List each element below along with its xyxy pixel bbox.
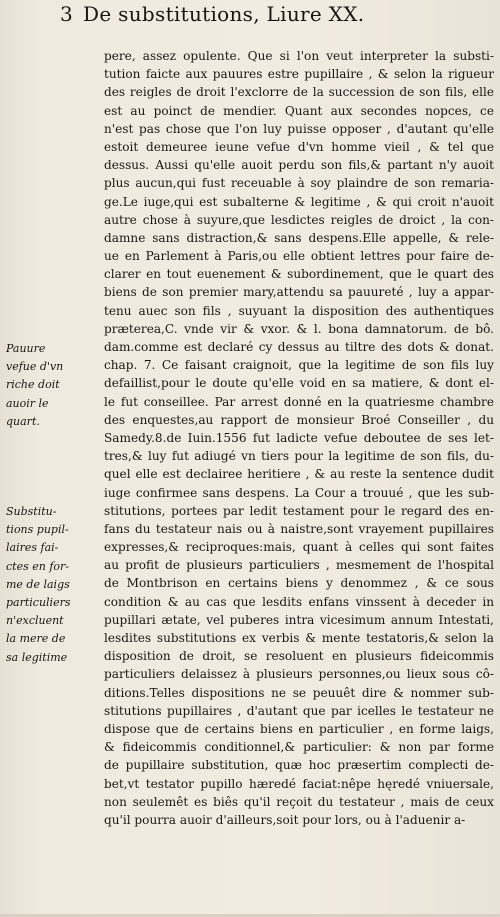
margin-note-line: la mere de — [6, 632, 66, 646]
text-line: bet,vt testator pupillo hæredé faciat:nêpe hęredé vniuersale, — [104, 776, 494, 791]
text-line: chap. 7. Ce faisant craignoit, que la legitime de son fils luy — [104, 358, 494, 373]
margin-note-line: tions pupil- — [6, 523, 69, 537]
text-line: est au poinct de mendier. Quant aux secondes nopces, ce — [104, 103, 494, 118]
text-line: & fideicommis conditionnel,& particulier: & non par forme — [104, 740, 494, 755]
page-number: 3 — [60, 2, 74, 26]
text-line: qu'il pourra auoir d'ailleurs,soit pour lors, ou à l'aduenir a- — [104, 812, 466, 827]
text-line: dessus. Aussi qu'elle auoit perdu son fils,& partant n'y auoit — [104, 158, 494, 173]
text-line: dispose que de certains biens en particulier , en forme laigs, — [104, 721, 494, 736]
text-line: tution faicte aux pauures estre pupillaire , & selon la rigueur — [104, 67, 494, 82]
text-line: præterea,C. vnde vir & vxor. & l. bona damnatorum. de bô. — [104, 321, 494, 336]
text-line: pere, assez opulente. Que si l'on veut interpreter la substi- — [104, 49, 494, 63]
margin-note-line: Pauure — [6, 342, 46, 355]
text-line: clarer en tout euenement & subordinement, que le quart des — [104, 267, 494, 282]
text-line: Samedy.8.de Iuin.1556 fut ladicte vefue deboutee de ses let- — [104, 430, 494, 445]
margin-note-line: Substitu- — [6, 505, 57, 518]
text-line: stitutions, portees par ledit testament pour le regard des en- — [104, 503, 494, 518]
text-line: ditions.Telles dispositions ne se peuuêt dire & nommer sub- — [104, 685, 494, 700]
margin-note-line: riche doit — [6, 378, 60, 392]
text-line: disposition de droit, se resoluent en plusieurs fideicommis — [104, 649, 494, 664]
text-line: des reigles de droit l'exclorre de la succession de son fils, elle — [104, 85, 494, 100]
margin-note-pupillary-substitutions — [6, 503, 98, 667]
text-line: lesdites substitutions ex verbis & mente testatoris,& selon la — [104, 631, 494, 645]
text-line: expresses,& reciproques:mais, quant à celles qui sont faites — [104, 540, 494, 555]
margin-note-line: laires fai- — [6, 541, 59, 555]
text-line: autre chose à suyure,que lesdictes reigles de droict , la con- — [104, 212, 494, 227]
text-line: quel elle est declairee heritiere , & au reste la sentence dudit — [104, 467, 494, 482]
text-line: tenu auec son fils , suyuant la disposition des authentiques — [104, 303, 494, 318]
running-title: De substitutions, Liure XX. — [83, 2, 365, 26]
margin-note-line: vefue d'vn — [6, 360, 64, 374]
margin-note-line: quart. — [6, 414, 40, 428]
text-line: damne sans distraction,& sans despens.Elle appelle, & rele- — [104, 230, 494, 245]
text-line: particuliers delaissez à plusieurs personnes,ou lieux sous cô- — [104, 667, 494, 682]
text-line: de Montbrison en certains biens y denommez , & ce sous — [104, 576, 494, 591]
text-line: pupillari ætate, vel puberes intra vicesimum annum Intestati, — [104, 612, 494, 627]
margin-note-line: auoir le — [6, 396, 49, 410]
margin-note-line: particuliers — [6, 595, 71, 609]
text-line: n'est pas chose que l'on luy puisse opposer , d'autant qu'elle — [104, 121, 494, 136]
text-line: de pupillaire substitution, quæ hoc præsertim complecti de- — [104, 758, 494, 773]
main-text-block — [104, 47, 494, 829]
text-line: defaillist,pour le doute qu'elle void en sa matiere, & dont el- — [104, 376, 494, 391]
text-line: estoit demeuree ieune vefue d'vn homme vieil , & tel que — [104, 139, 494, 154]
text-line: ue en Parlement à Paris,ou elle obtient lettres pour faire de- — [104, 249, 494, 264]
margin-note-poor-widow — [6, 340, 98, 431]
margin-note-line: sa legitime — [6, 650, 68, 664]
margin-note-line: me de laigs — [6, 577, 70, 591]
text-line: biens de son premier mary,attendu sa pauureté , luy a appar- — [104, 285, 494, 300]
text-line: au profit de plusieurs particuliers , mesmement de l'hospital — [104, 558, 494, 573]
text-line: iuge confirmee sans despens. La Cour a trouué , que les sub- — [104, 485, 494, 500]
text-line: le fut conseillee. Par arrest donné en la quatriesme chambre — [104, 394, 494, 409]
text-line: dam.comme est declaré cy dessus au tiltre des dots & donat. — [104, 340, 494, 354]
text-line: condition & au cas que lesdits enfans vinssent à deceder in — [104, 594, 494, 609]
page-header — [60, 2, 500, 32]
text-line: non seulemêt es biês qu'il reçoit du testateur , mais de ceux — [104, 794, 494, 809]
text-line: ge.Le iuge,qui est subalterne & legitime , & qui croit n'auoit — [104, 194, 494, 209]
text-line: tres,& luy fut adiugé vn tiers pour la legitime de son fils, du- — [104, 449, 494, 464]
margin-note-line: ctes en for- — [6, 559, 69, 573]
text-line: stitutions pupillaires , d'autant que par icelles le testateur ne — [104, 703, 494, 718]
text-line: plus aucun,qui fust receuable à soy plaindre de son remaria- — [104, 176, 494, 191]
text-line: des enquestes,au rapport de monsieur Broé Conseiller , du — [104, 412, 494, 427]
margin-note-line: n'excluent — [6, 614, 64, 628]
text-line: fans du testateur nais ou à naistre,sont vrayement pupillaires — [104, 521, 494, 536]
